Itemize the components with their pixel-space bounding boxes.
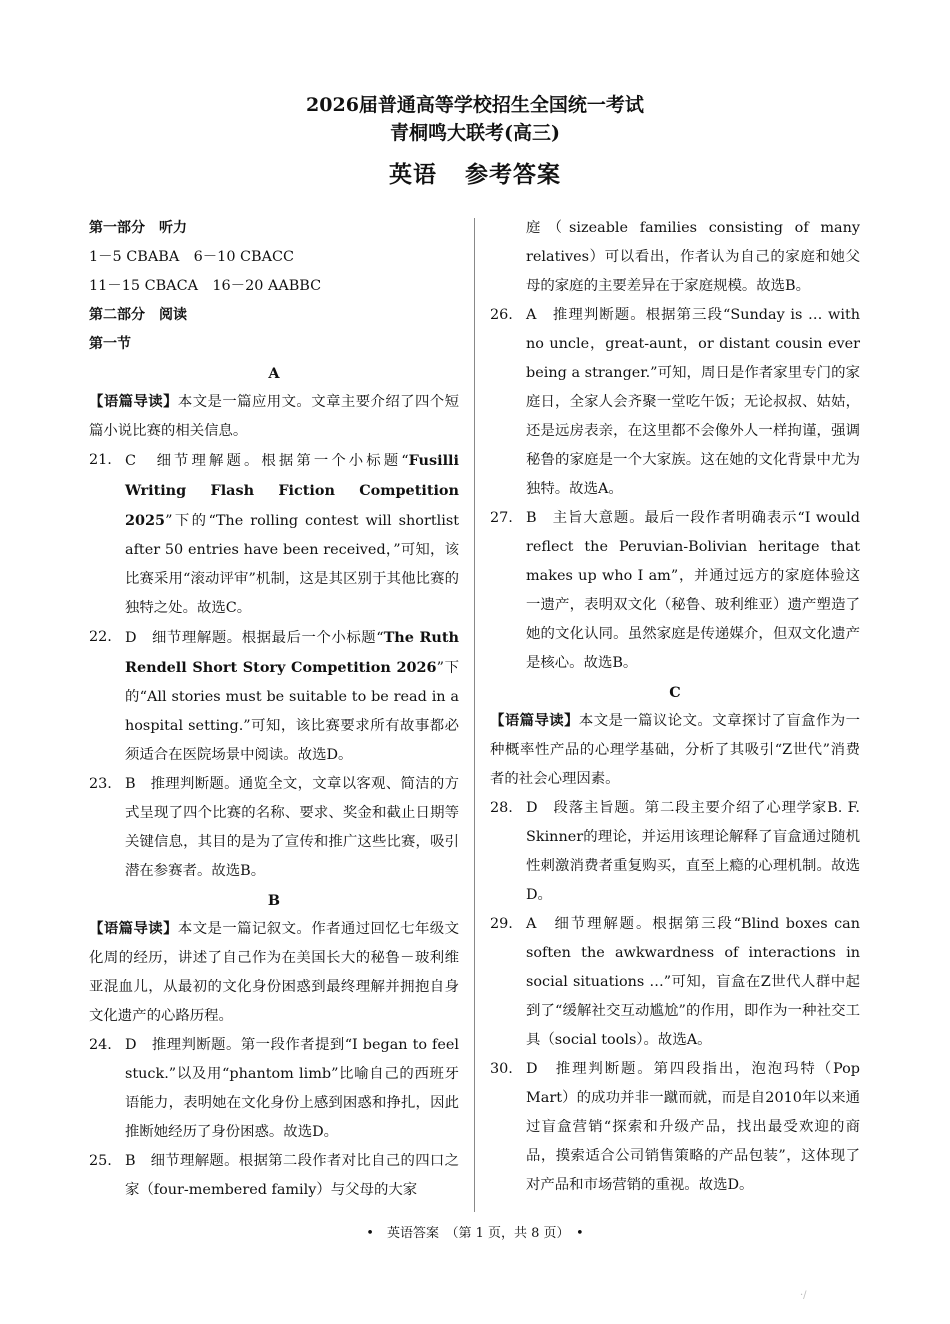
subject-heading [0,156,950,189]
left-column [89,214,459,1205]
exam-subtitle: 青桐鸣大联考(高三) [390,122,560,144]
guide-a: 【语篇导读】本文是一篇应用文。文章主要介绍了四个短篇小说比赛的相关信息。 [89,394,459,439]
answer-item: 29. A 细节理解题。根据第三段“Blind boxes can soften the awkwardness of interactions in social situations …”可知，盲盒在Z世代人群中起到了“缓解社交互动尴尬”的作用，即作为一种社交工具（social tools）。故选A。 [490,916,860,1048]
subject-name: 英语 [389,161,437,188]
passage-a-label: A [268,365,280,382]
answer-item: 22. D 细节理解题。根据最后一个小标题“The Ruth Rendell Short Story Competition 2026”下的“All stories must be suitable to be read in a hospital setting.”可知，该比赛要求所有故事都必须适合在医院场景中阅读。故选D。 [89,629,460,763]
answer-item: 26. A 推理判断题。根据第三段“Sunday is … with no uncle，great-aunt，or distant cousin ever being a stranger.”可知，周日是作者家里专门的家庭日，全家人会齐聚一堂吃午饭；无论叔叔、姑姑，还是远房表亲，在这里都不会像外人一样拘谨，强调秘鲁的家庭是一个大家族。这在她的文化背景中尤为独特。故选A。 [490,307,860,497]
exam-title: 2026届普通高等学校招生全国统一考试 [306,94,644,116]
right-column [490,214,860,1200]
column-divider [474,218,475,1212]
guide-c: 【语篇导读】本文是一篇议论文。文章探讨了盲盒作为一种概率性产品的心理学基础，分析了其吸引“Z世代”消费者的社会心理因素。 [490,713,860,787]
passage-c-label: C [669,684,681,701]
part2-heading: 第二部分 阅读 [89,307,187,323]
listening-answers-2: 11－15 CBACA 16－20 AABBC [89,278,322,294]
answer-item: 23. B 推理判断题。通览全文，文章以客观、简洁的方式呈现了四个比赛的名称、要求、奖金和截止日期等关键信息，其目的是为了宣传和推广这些比赛，吸引潜在参赛者。故选B。 [89,776,459,879]
answer-item: 28. D 段落主旨题。第二段主要介绍了心理学家B. F. Skinner的理论，并运用该理论解释了盲盒通过随机性刺激消费者重复购买，直至上瘾的心理机制。故选D。 [490,800,860,903]
answer-item: 24. D 推理判断题。第一段作者提到“I began to feel stuck.”以及用“phantom limb”比喻自己的西班牙语能力，表明她在文化身份上感到困惑和挣扎，因此推断她经历了身份困惑。故选D。 [89,1037,459,1140]
doc-type: 参考答案 [465,161,561,188]
answer-item: 30. D 推理判断题。第四段指出，泡泡玛特（Pop Mart）的成功并非一蹴而就，而是自2010年以来通过盲盒营销“探索和升级产品，找出最受欢迎的商品，摸索适合公司销售策略的产品包装”，这体现了对产品和市场营销的重视。故选D。 [490,1061,860,1193]
guide-label: 【语篇导读】 [89,394,178,410]
part1-heading: 第一部分 听力 [89,220,187,236]
listening-answers-1: 1－5 CBABA 6－10 CBACC [89,249,295,265]
answer-item: 21. C 细节理解题。根据第一个小标题“Fusilli Writing Flash Fiction Competition 2025”下的“The rolling contest will shortlist after 50 entries have been received，”可知，该比赛采用“滚动评审”机制，这是其区别于其他比赛的独特之处。故选C。 [89,452,459,616]
answer-item: 25. B 细节理解题。根据第二段作者对比自己的四口之家（four-membered family）与父母的大家 [89,1153,459,1198]
section1-heading: 第一节 [89,336,131,352]
answer-item: 27. B 主旨大意题。最后一段作者明确表示“I would reflect the Peruvian-Bolivian heritage that makes up who I am”，并通过远方的家庭体验这一遗产，表明双文化（秘鲁、玻利维亚）遗产塑造了她的文化认同。虽然家庭是传递媒介，但双文化遗产是核心。故选B。 [490,510,860,671]
passage-b-label: B [267,892,281,909]
page-footer: • 英语答案 （第 1 页，共 8 页） • [366,1226,584,1241]
guide-b: 【语篇导读】本文是一篇记叙文。作者通过回忆七年级文化周的经历，讲述了自己作为在美国长大的秘鲁－玻利维亚混血儿，从最初的文化身份困惑到最终理解并拥抱自身文化遗产的心路历程。 [89,921,459,1024]
corner-mark: ·/ [800,1290,807,1301]
answer-continuation: 庭（sizeable families consisting of many relatives）可以看出，作者认为自己的家庭和她父母的家庭的主要差异在于家庭规模。故选B。 [526,220,860,294]
